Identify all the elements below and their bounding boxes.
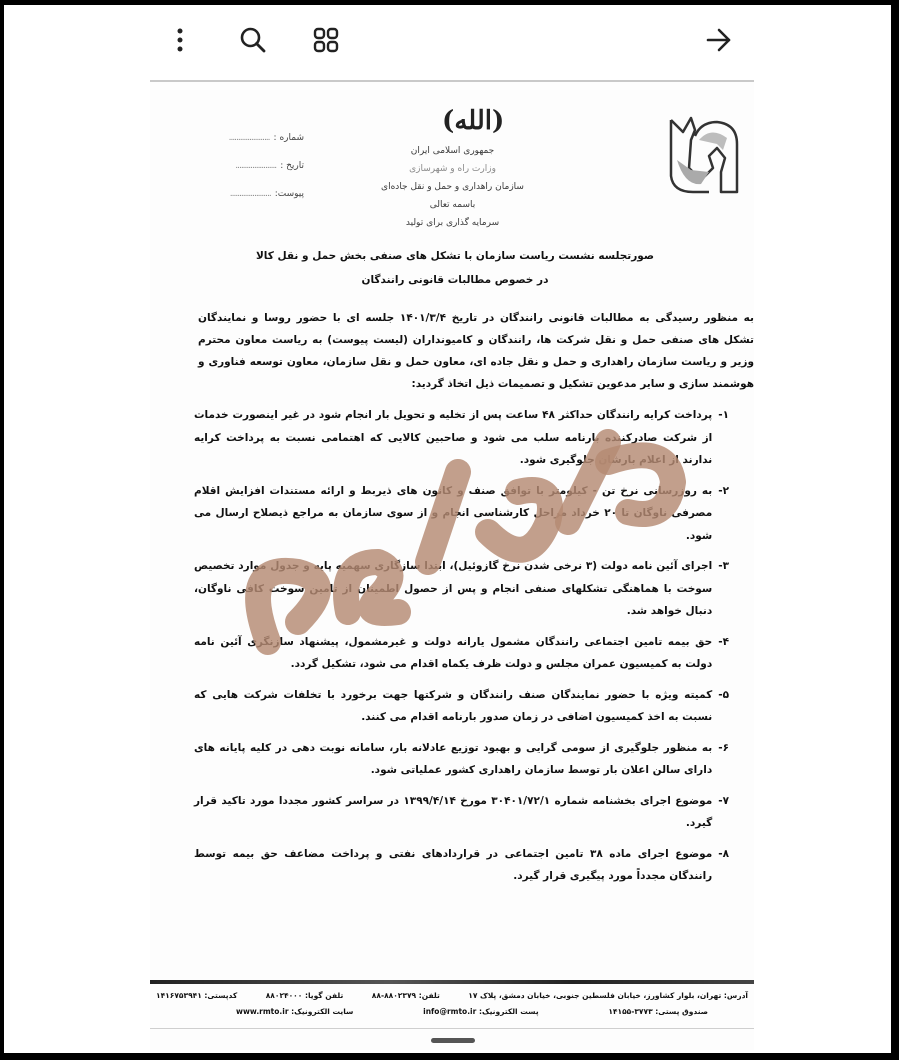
item-number: ۶- (718, 741, 729, 754)
item-number: ۳- (718, 560, 729, 572)
item-text: موضوع اجرای بخشنامه شماره ۳۰۴۰۱/۷۲/۱ مورخ ۱۳۹۹/۴/۱۴ در سراسر کشور مجددا مورد تاکید قرار گیرد. (194, 794, 713, 829)
item-number: ۸- (718, 847, 729, 860)
field-value: ...................... (228, 133, 270, 143)
item-number: ۲- (718, 484, 729, 497)
footer-line-2 (156, 1004, 748, 1020)
org-line: سرمایه گذاری برای تولید (405, 218, 500, 228)
list-item (194, 631, 729, 676)
resolutions-list (194, 404, 729, 896)
footer-phone: تلفن: ۸۸۰۲۳۷۹-۸۸ (371, 991, 440, 1000)
list-item (194, 737, 729, 782)
document-page[interactable] (150, 80, 754, 1050)
item-text: به منظور جلوگیری از سومی گرایی و بهبود توزیع عادلانه بار، سامانه نوبت دهی در کلیه پایانه های دارای سالن اعلان بار توسط سازمان راهداری کشور عملیاتی شود. (194, 741, 713, 776)
item-text: به روزرسانی نرخ تن - کیلومتر با توافق صنف و کانون های ذیربط و ارائه مستندات افزایش اقلام مصرفی ناوگان تا ۲۰ خرداد مراحل کارشناسی انجام و از سوی سازمان به مراجع ذیصلاح ارسال می شود. (194, 484, 713, 542)
item-text: کمیته ویژه با حضور نمایندگان صنف رانندگان و شرکتها جهت برخورد با تخلفات شرکت هایی که نسبت به اخذ کمیسیون اضافی در زمان صدور بارنامه اقدام می کنند. (194, 688, 713, 723)
field-value: ...................... (229, 189, 271, 199)
list-item (194, 843, 729, 888)
rmto-logo-icon (665, 110, 741, 196)
intro-paragraph: به منظور رسیدگی به مطالبات قانونی رانندگان در تاریخ ۱۴۰۱/۳/۴ جلسه ای با حضور روسا و نمایندگان تشکل های صنفی حمل و نقل شرکت ها، رانندگان و کامیونداران (لیست پیوست) به ریاست معاون محترم وزیر و ریاست سازمان راهداری و حمل و نقل جاده ای، معاون حمل و نقل سازمان، معاون توسعه فناوری و هوشمند سازی و سایر مدعوین تشکیل و تصمیمات ذیل اتخاذ گردید: (198, 312, 754, 390)
footer-postal-code: کدپستی: ۱۴۱۶۷۵۳۹۴۱ (156, 991, 238, 1000)
footer-website: سایت الکترونیک: www.rmto.ir (236, 1007, 354, 1016)
footer-divider (150, 980, 754, 984)
item-number: ۱- (718, 409, 729, 421)
document-footer (156, 988, 748, 1020)
footer-sub-divider (150, 1028, 754, 1029)
field-label: پیوست: (274, 189, 304, 199)
org-line: جمهوری اسلامی ایران (410, 146, 495, 156)
home-indicator[interactable] (431, 1038, 475, 1043)
screen (4, 5, 891, 1053)
footer-address: آدرس: تهران، بلوار کشاورز، خیابان فلسطین جنوبی، خیابان دمشق، پلاک ۱۷ (468, 991, 748, 1000)
org-line: وزارت راه و شهرسازی (409, 164, 496, 174)
list-item (194, 684, 729, 729)
national-emblem-icon: (الله) (442, 106, 505, 136)
letterhead (150, 92, 754, 237)
item-text: اجرای آئین نامه دولت (۳ نرخی شدن نرخ گازوئیل)، ابتدا سازگاری سهمیه پایه و جدول موارد تخصیص سوخت با هماهنگی تشکلهای صنفی انجام و پس از حصول اطمینان از تامین سوخت کافی ناوگان، دنبال خواهد شد. (194, 560, 713, 617)
grid-icon[interactable] (308, 22, 344, 58)
list-item (194, 555, 729, 623)
more-vert-icon[interactable] (162, 22, 198, 58)
org-line: سازمان راهداری و حمل و نقل جاده‌ای (381, 182, 524, 192)
item-text: حق بیمه تامین اجتماعی رانندگان مشمول یارانه دولت و غیرمشمول، پیشنهاد سازنگری آئین نامه دولت به کمیسیون عمران مجلس و دولت ظرف یکماه اقدام می شود، تشکیل گردد. (194, 635, 713, 670)
document-title (210, 244, 700, 292)
top-app-bar (4, 5, 891, 75)
list-item (194, 404, 729, 472)
field-date (184, 152, 304, 180)
field-value: ...................... (235, 161, 277, 171)
search-icon[interactable] (235, 22, 271, 58)
item-number: ۴- (718, 635, 729, 648)
footer-po-box: صندوق پستی: ۳۷۷۳-۱۴۱۵۵ (608, 1007, 708, 1016)
item-text: موضوع اجرای ماده ۳۸ تامین اجتماعی در قراردادهای نفتی و پرداخت مضاعف حق بیمه توسط رانندگان مجدداً مورد پیگیری قرار گیرد. (194, 847, 713, 882)
list-item (194, 480, 729, 548)
footer-email: پست الکترونیک: info@rmto.ir (423, 1007, 539, 1016)
list-item (194, 790, 729, 835)
item-text: پرداخت کرایه رانندگان حداکثر ۴۸ ساعت پس از تخلیه و تحویل بار انجام شود در غیر اینصورت خدمات از شرکت صادرکننده بارنامه سلب می شود و صاحبین کالایی که اهتمامی نسبت به پرداخت کرایه ندارند از اعلام بارشان جلوگیری شود. (194, 409, 713, 466)
org-line: باسمه تعالی (429, 200, 476, 210)
field-label: تاریخ : (280, 161, 304, 171)
title-line-2: در خصوص مطالبات قانونی رانندگان (361, 274, 549, 286)
field-number (184, 124, 304, 152)
item-number: ۷- (718, 794, 729, 807)
field-attachment (184, 180, 304, 208)
footer-line-1 (156, 988, 748, 1004)
arrow-right-icon[interactable] (701, 22, 737, 58)
item-number: ۵- (718, 688, 729, 701)
reference-fields (184, 124, 304, 208)
organization-names (350, 142, 555, 232)
field-label: شماره : (273, 133, 304, 143)
footer-phone-center: تلفن گویا: ۸۸۰۲۴۰۰۰ (265, 991, 344, 1000)
title-line-1: صورتجلسه نشست ریاست سازمان با تشکل های صنفی بخش حمل و نقل کالا (255, 250, 655, 262)
